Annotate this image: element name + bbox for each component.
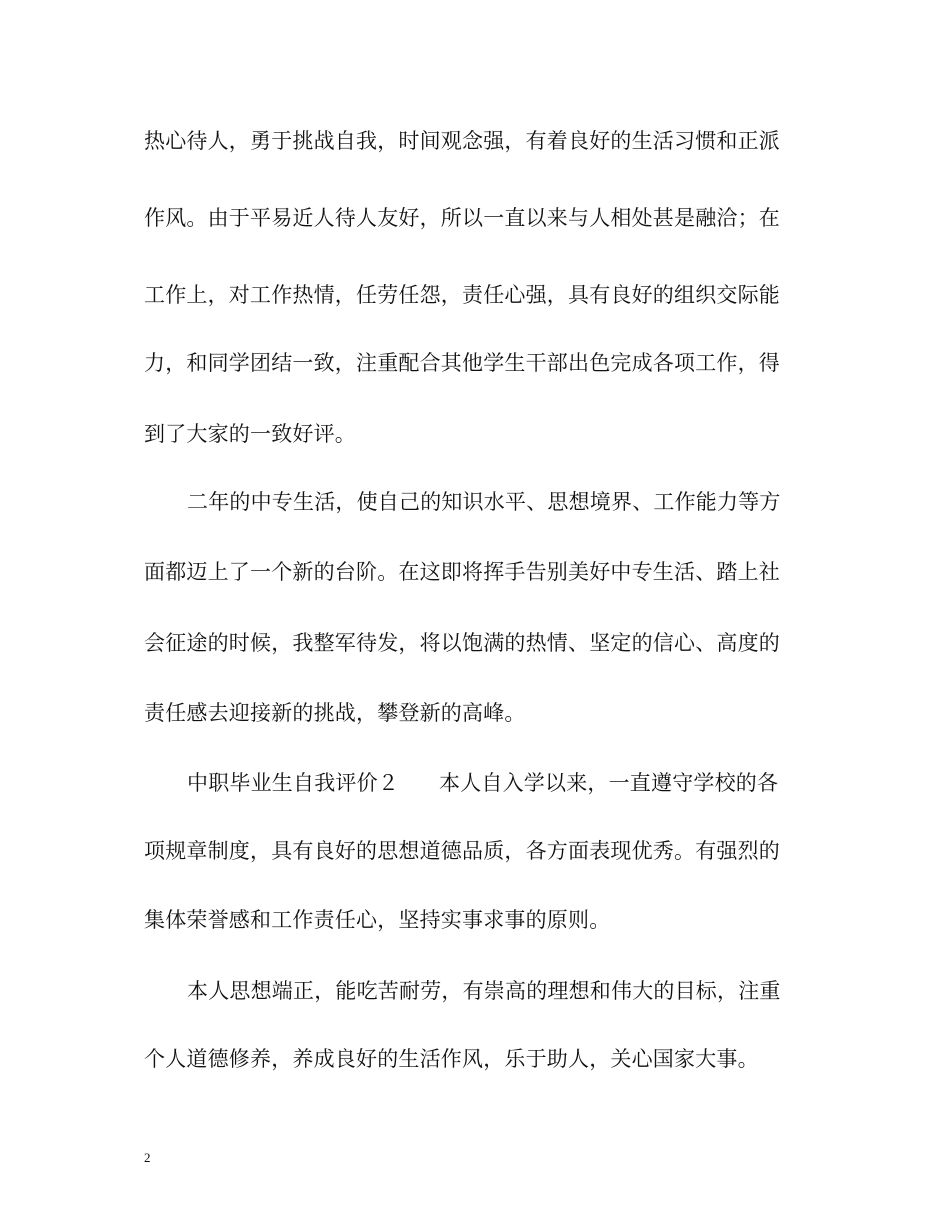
text-line: 个人道德修养，养成良好的生活作风，乐于助人，关心国家大事。 bbox=[144, 1047, 759, 1071]
text-line: 到了大家的一致好评。 bbox=[144, 422, 356, 446]
text-line: 集体荣誉感和工作责任心，坚持实事求事的原则。 bbox=[144, 908, 611, 932]
text-line: 作风。由于平易近人待人友好，所以一直以来与人相处甚是融洽；在 bbox=[144, 206, 780, 230]
text-line: 二年的中专生活，使自己的知识水平、思想境界、工作能力等方 bbox=[187, 490, 781, 514]
text-line: 会征途的时候，我整军待发，将以饱满的热情、坚定的信心、高度的 bbox=[144, 631, 780, 655]
text-line: 热心待人，勇于挑战自我，时间观念强，有着良好的生活习惯和正派 bbox=[144, 129, 780, 153]
section-title: 中职毕业生自我评价２ bbox=[187, 771, 399, 795]
text-line: 责任感去迎接新的挑战，攀登新的高峰。 bbox=[144, 701, 526, 725]
text-line: 本人思想端正，能吃苦耐劳，有崇高的理想和伟大的目标，注重 bbox=[187, 979, 781, 1003]
text-line: 项规章制度，具有良好的思想道德品质，各方面表现优秀。有强烈的 bbox=[144, 839, 780, 863]
section-lead-text: 本人自入学以来，一直遵守学校的各 bbox=[439, 771, 779, 795]
page-number: 2 bbox=[144, 1150, 151, 1165]
text-line: 工作上，对工作热情，任劳任怨，责任心强，具有良好的组织交际能 bbox=[144, 283, 780, 307]
text-line: 面都迈上了一个新的台阶。在这即将挥手告别美好中专生活、踏上社 bbox=[144, 560, 780, 584]
text-line: 力，和同学团结一致，注重配合其他学生干部出色完成各项工作，得 bbox=[144, 351, 780, 375]
section-heading-line bbox=[187, 768, 867, 798]
